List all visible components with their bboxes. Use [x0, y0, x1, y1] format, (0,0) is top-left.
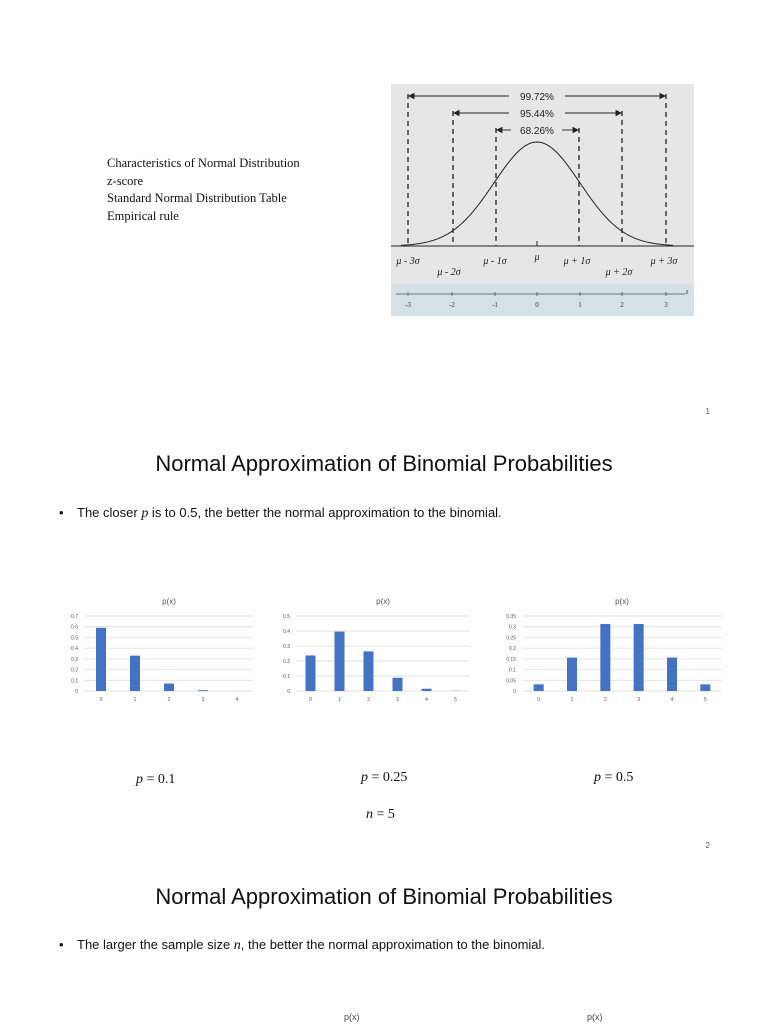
y-tick-label: 0 [75, 689, 78, 695]
x-tick-label: 4 [425, 697, 428, 703]
bullet-text-pre: The larger the sample size [77, 937, 234, 952]
x-tick-label: 5 [703, 697, 707, 703]
mu-label: μ + 2σ [605, 267, 633, 278]
z-tick: 2 [620, 301, 624, 309]
y-tick-label: 0.6 [71, 624, 78, 631]
topic-item: Standard Normal Distribution Table [107, 191, 287, 205]
p-value: = 0.25 [368, 770, 408, 785]
x-tick-label: 0 [99, 697, 103, 703]
p-var: p [136, 772, 143, 787]
chart-title: p(x) [162, 597, 176, 606]
x-tick-label: 2 [167, 697, 171, 703]
y-tick-label: 0.5 [283, 614, 290, 620]
p-value: = 0.5 [601, 770, 634, 785]
x-tick-label: 0 [309, 697, 312, 703]
y-tick-label: 0.5 [71, 635, 78, 642]
y-tick-label: 0.3 [509, 624, 516, 631]
z-tick: -1 [492, 301, 498, 309]
bullet-point [59, 937, 545, 954]
p-var: p [361, 770, 368, 785]
x-tick-label: 4 [670, 697, 674, 703]
y-tick-label: 0 [513, 689, 516, 695]
chart-title: p(x) [615, 597, 629, 606]
x-tick-label: 1 [133, 697, 137, 703]
topic-item: Characteristics of Normal Distribution [107, 156, 300, 170]
chart-title: p(x) [344, 1012, 360, 1022]
y-tick-label: 0.3 [283, 644, 290, 650]
x-tick-label: 3 [637, 697, 641, 703]
y-tick-label: 0.35 [506, 614, 516, 620]
slide-number: 1 [705, 407, 710, 416]
bullet-dot: • [59, 937, 64, 952]
x-tick-label: 2 [367, 697, 370, 703]
topic-item: z-score [107, 173, 144, 188]
mu-label: μ - 1σ [483, 256, 507, 267]
y-tick-label: 0.25 [506, 635, 516, 642]
x-tick-label: 5 [454, 697, 457, 703]
z-tick: 1 [578, 301, 582, 309]
y-tick-label: 0.05 [506, 678, 516, 685]
x-tick-label: 1 [338, 697, 341, 703]
y-tick-label: 0.2 [509, 646, 516, 653]
pct-label-99: 99.72% [520, 92, 554, 103]
y-tick-label: 0.1 [509, 667, 516, 674]
n-var: n [366, 807, 373, 822]
y-tick-label: 0.4 [283, 629, 290, 635]
x-tick-label: 1 [570, 697, 574, 703]
slide-title: Normal Approximation of Binomial Probabilities [155, 451, 613, 476]
bullet-variable: p [141, 506, 149, 521]
bullet-variable: n [233, 938, 241, 953]
mu-label: μ - 2σ [437, 267, 461, 278]
mu-label: μ - 3σ [396, 256, 420, 267]
z-tick: 0 [535, 301, 539, 309]
y-tick-label: 0.1 [283, 674, 290, 680]
z-axis-label: z [685, 288, 689, 296]
x-tick-label: 0 [537, 697, 541, 703]
bullet-text-post: , the better the normal approximation to the binomial. [240, 937, 546, 952]
mu-label: μ [534, 252, 540, 263]
chart-title: p(x) [587, 1012, 603, 1022]
z-tick: -3 [405, 301, 411, 309]
topic-item: Empirical rule [107, 208, 179, 223]
bullet-dot: • [59, 505, 64, 520]
chart-title: p(x) [376, 597, 390, 606]
slide-number: 2 [705, 841, 710, 850]
pct-label-68: 68.26% [520, 126, 554, 137]
z-tick: 3 [664, 301, 668, 309]
x-tick-label: 2 [603, 697, 607, 703]
bullet-text-pre: The closer [77, 505, 142, 520]
y-tick-label: 0 [287, 689, 290, 695]
bullet-text-post: is to 0.5, the better the normal approximation to the binomial. [148, 505, 502, 520]
y-tick-label: 0.3 [71, 656, 78, 663]
y-tick-label: 0.7 [71, 614, 78, 620]
y-tick-label: 0.15 [506, 656, 516, 663]
mu-label: μ + 3σ [650, 256, 678, 267]
p-var: p [594, 770, 601, 785]
n-value: = 5 [373, 807, 395, 822]
z-tick: -2 [449, 301, 455, 309]
x-tick-label: 4 [235, 697, 239, 703]
x-tick-label: 3 [396, 697, 399, 703]
y-tick-label: 0.1 [71, 678, 78, 685]
y-tick-label: 0.2 [283, 659, 290, 665]
pct-label-95: 95.44% [520, 109, 554, 120]
y-tick-label: 0.4 [71, 646, 78, 653]
p-value: = 0.1 [143, 772, 176, 787]
mu-label: μ + 1σ [563, 256, 591, 267]
y-tick-label: 0.2 [71, 667, 78, 674]
x-tick-label: 3 [201, 697, 205, 703]
slide-title: Normal Approximation of Binomial Probabilities [155, 884, 613, 909]
